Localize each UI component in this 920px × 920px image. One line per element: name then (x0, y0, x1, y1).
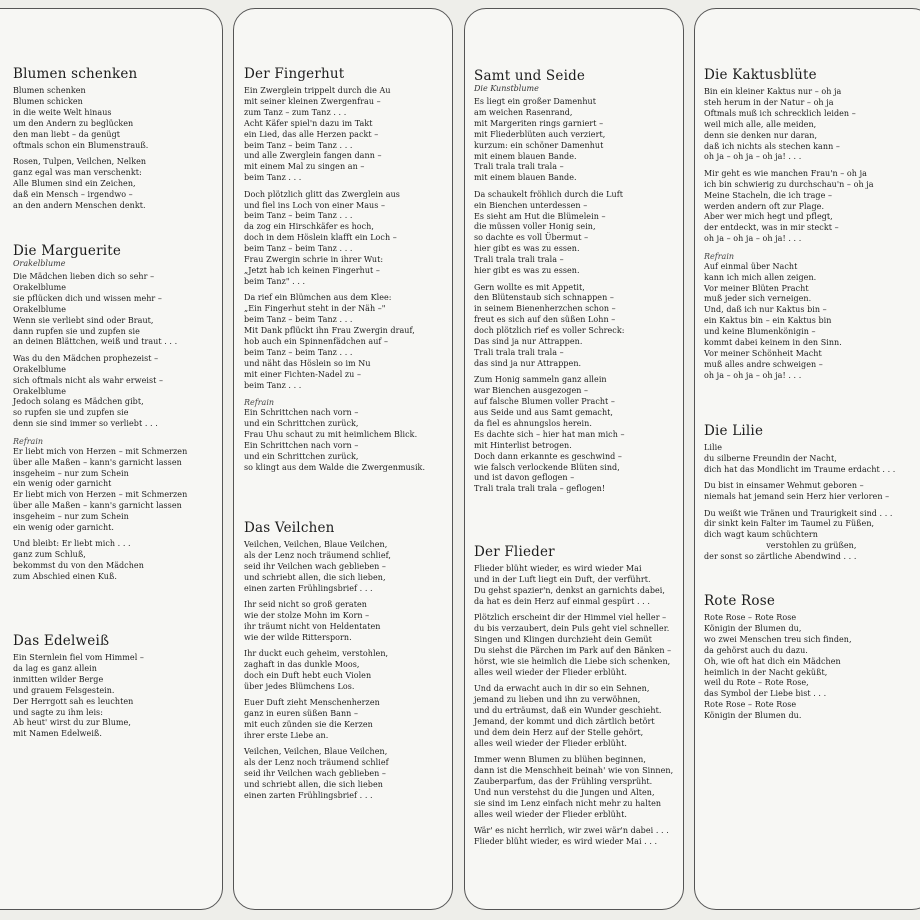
lyric-line: Es sieht am Hut die Blümelein – (474, 211, 606, 221)
lyric-line: und du erträumst, daß ein Wunder geschieht. (474, 705, 662, 715)
refrain-label: Refrain (704, 251, 735, 261)
lyric-line: Es liegt ein großer Damenhut (474, 97, 596, 106)
song-title: Das Edelweiß (13, 633, 110, 649)
lyric-line: Rote Rose – Rote Rose (704, 700, 797, 710)
lyric-line: mit einem Mal zu singen an – (244, 162, 365, 172)
lyric-line: mit einer Fichten-Nadel zu – (244, 369, 362, 379)
lyric-line: beim Tanz . . . (244, 173, 302, 183)
lyric-line: Du gehst spazier'n, denkst an garnichts dabei, (474, 585, 665, 595)
lyric-line: in seinem Bienenherzchen schon – (474, 304, 616, 314)
stanza (474, 190, 625, 277)
lyric-line: Bin ein kleiner Kaktus nur – oh ja (704, 87, 842, 96)
lyrics-panel-4 (694, 8, 920, 910)
lyric-line: beim Tanz – beim Tanz . . . (244, 244, 353, 254)
lyric-line: daß ich nichts als stechen kann – (704, 141, 840, 151)
stanza (13, 157, 148, 212)
lyric-line: Wenn sie verliebt sind oder Braut, (13, 315, 154, 325)
stanza (474, 613, 673, 678)
lyric-line: Zum Honig sammeln ganz allein (474, 375, 607, 385)
lyric-line: mit Hinterlist betrogen. (474, 440, 572, 450)
stanza (474, 684, 673, 749)
lyric-line: und schriebt allen, die sich lieben (244, 780, 383, 790)
lyric-line: über alle Maßen – kann's garnicht lassen (13, 501, 182, 511)
lyric-line: Singen und Klingen durchzieht dein Gemüt (474, 634, 652, 644)
stanza (244, 649, 391, 693)
lyric-line: alles weil wieder der Flieder erblüht. (474, 667, 627, 677)
lyric-line: beim Tanz – beim Tanz . . . (244, 211, 353, 221)
lyric-line: doch ein Duft hebt euch Violen (244, 670, 372, 680)
lyric-line: Ihr seid nicht so groß geraten (244, 600, 368, 610)
lyric-line: und schriebt allen, die sich lieben, (244, 572, 386, 582)
lyric-line: Trali trala trali trala – (474, 162, 564, 172)
song-title: Die Lilie (704, 423, 764, 439)
lyric-line: ganz in euren süßen Bann – (244, 709, 359, 719)
stanza (704, 481, 895, 503)
stanza (13, 272, 187, 348)
lyric-line: Flieder blüht wieder, es wird wieder Mai (474, 564, 642, 573)
lyric-line: da lag es ganz allein (13, 663, 97, 673)
lyric-line: das sind ja nur Attrappen. (474, 358, 582, 368)
lyric-line: Ein Sternlein fiel vom Himmel – (13, 653, 144, 662)
stanza (13, 354, 187, 430)
lyric-line: da gehörst auch du dazu. (704, 645, 808, 655)
lyric-line: niemals hat jemand sein Herz hier verloren – (704, 492, 890, 502)
lyric-line: da zog ein Hirschkäfer es hoch, (244, 222, 374, 232)
lyric-line: weil du Rote – Rote Rose, (704, 678, 809, 688)
lyric-line: ihr träumt nicht von Heldentaten (244, 621, 381, 631)
lyric-line: doch in dem Höslein klafft ein Loch – (244, 233, 397, 243)
lyric-line: Das sind ja nur Attrappen. (474, 337, 583, 347)
lyric-line: Orakelblume (13, 304, 66, 314)
lyric-line: Blumen schenken (13, 86, 86, 95)
lyric-line: Ein Schrittchen nach vorn – (244, 440, 359, 450)
stanza (704, 262, 874, 382)
lyric-line: Trali trala trali trala – (474, 347, 564, 357)
lyric-line: Und bleibt: Er liebt mich . . . (13, 539, 131, 549)
lyric-line: Du siehst die Pärchen im Park auf den Bänken – (474, 645, 672, 655)
lyric-line: Und, daß ich nur Kaktus bin – (704, 305, 827, 315)
lyric-line: wo zwei Menschen treu sich finden, (704, 634, 852, 644)
song-block (474, 544, 673, 848)
lyric-line: inmitten wilder Berge (13, 674, 104, 684)
lyric-line: du silberne Freundin der Nacht, (704, 453, 837, 463)
song-title: Samt und Seide (474, 68, 586, 84)
lyric-line: muß jeder sich verneigen. (704, 294, 812, 304)
lyric-line: Wär' es nicht herrlich, wir zwei wär'n dabei . . . (474, 825, 669, 835)
lyric-line: und fiel ins Loch von einer Maus – (244, 200, 386, 210)
stanza (704, 87, 874, 163)
lyric-line: hörst, wie sie heimlich die Liebe sich schenken, (474, 656, 671, 666)
lyric-line: dich wagt kaum schüchtern (704, 530, 818, 540)
lyric-line: und näht das Höslein so im Nu (244, 358, 371, 368)
lyric-line: den man liebt – da genügt (13, 129, 121, 139)
lyrics-panel-3 (464, 8, 684, 910)
stanza (474, 375, 625, 495)
lyric-line: Flieder blüht wieder, es wird wieder Mai . . . (474, 836, 658, 846)
lyric-line: Oh, wie oft hat dich ein Mädchen (704, 656, 841, 666)
lyric-line: und alle Zwerglein fangen dann – (244, 151, 382, 161)
song-title: Der Fingerhut (244, 66, 345, 82)
lyric-line: am weichen Rasenrand, (474, 107, 573, 117)
stanza (474, 826, 673, 848)
lyric-line: einen zarten Frühlingsbrief . . . (244, 791, 373, 801)
song-title: Das Veilchen (244, 520, 335, 536)
lyrics-panel-1 (0, 8, 223, 910)
lyric-line: sie pflücken dich und wissen mehr – (13, 293, 162, 303)
lyric-line: auf falsche Blumen voller Pracht – (474, 397, 615, 407)
lyric-line: ihrer erste Liebe an. (244, 731, 329, 740)
stanza (244, 86, 425, 184)
lyric-line: dann rupfen sie und zupfen sie (13, 326, 140, 336)
lyric-line: Acht Käfer spiel'n dazu im Takt (244, 118, 373, 128)
refrain-label: Refrain (244, 397, 275, 407)
lyric-line: Lilie (704, 443, 722, 452)
lyric-line: verstohlen zu grüßen, (704, 541, 857, 551)
lyric-line: hier gibt es was zu essen. (474, 266, 580, 276)
lyric-line: hob auch ein Spinnenfädchen auf – (244, 336, 389, 346)
lyric-line: Auf einmal über Nacht (704, 261, 798, 271)
lyric-line: an deinen Blättchen, weiß und traut . . . (13, 337, 178, 347)
lyric-line: als der Lenz noch träumend schlief (244, 758, 389, 768)
song-block (704, 423, 895, 563)
lyric-line: insgeheim – nur zum Schein (13, 468, 129, 478)
song-block (244, 520, 391, 802)
lyric-line: das Symbol der Liebe bist . . . (704, 689, 827, 699)
lyric-line: der entdeckt, was in mir steckt – (704, 223, 839, 233)
lyric-line: sich oftmals nicht als wahr erweist – (13, 375, 164, 385)
lyric-line: beim Tanz – beim Tanz . . . (244, 347, 353, 357)
lyric-line: Da schaukelt fröhlich durch die Luft (474, 189, 624, 199)
lyric-line: und sagte zu ihm leis: (13, 707, 103, 717)
lyric-line: ein wenig oder garnicht (13, 479, 112, 489)
stanza (474, 97, 625, 184)
lyric-line: da hat es dein Herz auf einmal gespürt . . . (474, 596, 650, 606)
song-title: Rote Rose (704, 593, 776, 609)
stanza (704, 613, 852, 722)
lyric-line: beim Tanz – beim Tanz . . . (244, 140, 353, 150)
lyric-line: und grauem Felsgestein. (13, 685, 115, 695)
lyric-line: Doch dann erkannte es geschwind – (474, 451, 622, 461)
lyric-line: und in der Luft liegt ein Duft, der verführt. (474, 574, 651, 584)
stanza (704, 509, 895, 564)
lyric-line: und ist davon geflogen – (474, 473, 575, 483)
lyric-line: Da rief ein Blümchen aus dem Klee: (244, 293, 392, 303)
lyric-line: über alle Maßen – kann's garnicht lassen (13, 457, 182, 467)
lyric-line: ganz zum Schluß, (13, 550, 86, 560)
lyric-line: ich bin schwierig zu durchschau'n – oh ja (704, 179, 874, 189)
lyric-line: hier gibt es was zu essen. (474, 244, 580, 254)
song-title: Der Flieder (474, 544, 555, 560)
lyric-line: über jedes Blümchens Los. (244, 681, 355, 691)
lyric-line: Blumen schicken (13, 96, 83, 106)
lyric-line: Mir geht es wie manchen Frau'n – oh ja (704, 168, 867, 178)
song-subtitle: Die Kunstblume (474, 84, 539, 93)
stanza (13, 539, 187, 583)
lyric-line: Ein Zwerglein trippelt durch die Au (244, 86, 391, 95)
song-block (704, 67, 874, 382)
stanza (13, 86, 148, 151)
lyric-line: Die Mädchen lieben dich so sehr – (13, 272, 155, 281)
lyric-line: den Blütenstaub sich schnappen – (474, 293, 614, 303)
lyric-line: so klingt aus dem Walde die Zwergenmusik. (244, 462, 426, 472)
lyric-line: ein wenig oder garnicht. (13, 523, 115, 533)
lyric-line: Zauberparfum, das der Frühling versprüht. (474, 776, 653, 786)
lyric-line: und ein Schrittchen zurück, (244, 418, 359, 428)
refrain-label: Refrain (13, 436, 44, 446)
stanza (244, 747, 391, 802)
lyric-line: oh ja – oh ja – oh ja! . . . (704, 234, 802, 244)
lyric-line: der sonst so zärtliche Abendwind . . . (704, 552, 857, 562)
lyric-line: ein Kaktus bin – ein Kaktus bin (704, 316, 832, 326)
stanza (244, 698, 391, 742)
lyric-line: um den Andern zu beglücken (13, 118, 134, 128)
lyric-line: Aber wer mich hegt und pflegt, (704, 212, 833, 222)
lyrics-panel-2 (233, 8, 453, 910)
lyric-line: ein Bienchen unterdessen – (474, 200, 588, 210)
lyric-line: war Bienchen ausgezogen – (474, 386, 589, 396)
stanza (13, 447, 187, 534)
lyric-line: steh herum in der Natur – oh ja (704, 97, 834, 107)
lyric-line: Rosen, Tulpen, Veilchen, Nelken (13, 156, 147, 166)
song-block (474, 68, 625, 495)
lyric-line: bekommst du von den Mädchen (13, 561, 144, 571)
song-block (244, 66, 425, 473)
lyric-line: alles weil wieder der Flieder erblüht. (474, 809, 627, 819)
lyric-line: Ihr duckt euch geheim, verstohlen, (244, 649, 389, 659)
lyric-line: Der Herrgott sah es leuchten (13, 696, 134, 706)
stanza (244, 190, 425, 288)
lyric-line: Alle Blumen sind ein Zeichen, (13, 178, 136, 188)
lyric-line: Meine Stacheln, die ich trage – (704, 190, 832, 200)
lyric-line: „Ein Fingerhut steht in der Näh –" (244, 304, 386, 314)
lyric-line: „Jetzt hab ich keinen Fingerhut – (244, 266, 380, 275)
lyric-line: doch plötzlich rief es voller Schreck: (474, 326, 625, 336)
lyric-line: und ein Schrittchen zurück, (244, 451, 359, 461)
lyric-line: Ein Schrittchen nach vorn – (244, 407, 359, 417)
lyric-line: wie falsch verlockende Blüten sind, (474, 462, 620, 472)
stanza (13, 653, 144, 740)
lyric-line: Vor meiner Schönheit Macht (704, 348, 822, 358)
lyric-line: insgeheim – nur zum Schein (13, 512, 129, 522)
lyric-line: freut es sich auf den süßen Lohn – (474, 315, 616, 325)
lyric-line: da fiel es ahnungslos herein. (474, 418, 592, 428)
lyric-line: die müssen voller Honig sein, (474, 222, 596, 232)
lyric-line: Es dachte sich – hier hat man mich – (474, 429, 625, 439)
lyric-line: Und nun verstehst du die Jungen und Alten, (474, 787, 655, 797)
stanza (474, 755, 673, 820)
song-block (13, 66, 148, 211)
lyric-line: Jemand, der kommt und dich zärtlich betört (474, 716, 655, 726)
stanza (474, 283, 625, 370)
lyric-line: mit euch zünden sie die Kerzen (244, 720, 373, 730)
stanza (244, 408, 425, 473)
lyric-line: Euer Duft zieht Menschenherzen (244, 698, 380, 708)
lyric-line: Rote Rose – Rote Rose (704, 613, 797, 622)
lyric-line: Königin der Blumen du, (704, 623, 802, 633)
lyric-line: so rupfen sie und zupfen sie (13, 408, 129, 418)
lyric-line: mit Namen Edelweiß. (13, 729, 102, 739)
lyric-line: zum Tanz – zum Tanz . . . (244, 107, 347, 117)
lyric-line: mit Margeriten rings garniert – (474, 118, 604, 128)
lyric-line: Trali trala trali trala – (474, 255, 564, 265)
song-title: Die Marguerite (13, 243, 122, 259)
lyric-line: ein Lied, das alle Herzen packt – (244, 129, 379, 139)
lyric-line: und dem dein Herz auf der Stelle gehört, (474, 727, 644, 737)
lyric-line: Plötzlich erscheint dir der Himmel viel heller – (474, 613, 667, 623)
lyric-line: muß alles andre schweigen – (704, 359, 823, 369)
lyric-line: aus Seide und aus Samt gemacht, (474, 407, 614, 417)
lyric-line: Ab heut' wirst du zur Blume, (13, 718, 131, 728)
lyric-line: und keine Blumenkönigin – (704, 327, 816, 337)
lyric-line: Veilchen, Veilchen, Blaue Veilchen, (244, 747, 388, 757)
lyric-line: jemand zu lieben und ihn zu verwöhnen, (474, 694, 641, 704)
stanza (244, 600, 391, 644)
song-block (13, 243, 187, 583)
lyric-line: Und da erwacht auch in dir so ein Sehnen, (474, 684, 650, 694)
lyric-line: Orakelblume (13, 282, 66, 292)
song-block (13, 633, 144, 740)
lyric-line: du bis verzaubert, dein Puls geht viel schneller. (474, 624, 670, 634)
lyric-line: seid ihr Veilchen wach geblieben – (244, 561, 386, 571)
stanza (704, 443, 895, 476)
lyric-line: Immer wenn Blumen zu blühen beginnen, (474, 755, 646, 764)
lyric-line: wie der stolze Mohn im Korn – (244, 610, 370, 620)
lyric-line: Frau Zwergin schrie in ihrer Wut: (244, 255, 384, 265)
lyric-line: Mit Dank pflückt ihn Frau Zwergin drauf, (244, 326, 415, 336)
song-title: Die Kaktusblüte (704, 67, 817, 83)
lyric-line: Doch plötzlich glitt das Zwerglein aus (244, 189, 400, 199)
lyric-line: mit seiner kleinen Zwergenfrau – (244, 96, 381, 106)
lyric-line: Veilchen, Veilchen, Blaue Veilchen, (244, 540, 388, 549)
lyric-line: kurzum: ein schöner Damenhut (474, 140, 604, 150)
lyric-line: oh ja – oh ja – oh ja! . . . (704, 370, 802, 380)
lyric-line: Was du den Mädchen prophezeist – (13, 353, 159, 363)
lyric-line: ganz egal was man verschenkt: (13, 167, 142, 177)
stanza (244, 293, 425, 391)
lyric-line: beim Tanz . . . (244, 380, 302, 390)
song-title: Blumen schenken (13, 66, 138, 82)
lyric-line: alles weil wieder der Flieder erblüht. (474, 738, 627, 748)
lyric-line: Vor meiner Blüten Pracht (704, 283, 809, 293)
lyric-line: oftmals schon ein Blumenstrauß. (13, 140, 149, 150)
lyric-line: oh ja – oh ja – oh ja! . . . (704, 152, 802, 162)
lyric-line: kann ich mich allen zeigen. (704, 272, 817, 282)
lyric-line: seid ihr Veilchen wach geblieben – (244, 769, 386, 779)
lyric-line: Frau Uhu schaut zu mit heimlichem Blick. (244, 429, 418, 439)
lyric-line: Du weißt wie Tränen und Traurigkeit sind . . . (704, 508, 893, 518)
lyric-line: dich hat das Mondlicht im Traume erdacht . . . (704, 464, 896, 474)
lyric-line: Er liebt mich von Herzen – mit Schmerzen (13, 490, 188, 500)
lyric-line: Königin der Blumen du. (704, 711, 802, 721)
lyric-line: zaghaft in das dunkle Moos, (244, 660, 360, 670)
lyric-line: mit einem blauen Bande. (474, 173, 577, 183)
lyric-line: sie sind im Lenz einfach nicht mehr zu halten (474, 798, 662, 808)
lyric-line: zum Abschied einen Kuß. (13, 572, 117, 582)
song-subtitle: Orakelblume (13, 259, 66, 268)
lyric-line: an den andern Menschen denkt. (13, 200, 146, 210)
stanza (244, 540, 391, 595)
lyric-line: dann ist die Menschheit beinah' wie von Sinnen, (474, 765, 674, 775)
lyric-line: Er liebt mich von Herzen – mit Schmerzen (13, 446, 188, 456)
lyric-line: Orakelblume (13, 386, 66, 396)
lyric-line: dir sinkt kein Falter im Taumel zu Füßen, (704, 519, 875, 529)
lyric-line: denn sie sind immer so verliebt . . . (13, 419, 158, 429)
lyric-line: als der Lenz noch träumend schlief, (244, 550, 391, 560)
lyric-line: kommt dabei keinem in den Sinn. (704, 338, 842, 348)
lyric-line: mit einem blauen Bande. (474, 151, 577, 161)
lyric-line: mit Fliederblüten auch verziert, (474, 129, 606, 139)
stanza (704, 169, 874, 245)
lyric-line: daß ein Mensch – irgendwo – (13, 189, 133, 199)
lyric-line: heimlich in der Nacht geküßt, (704, 667, 828, 677)
song-block (704, 593, 852, 722)
lyric-line: beim Tanz – beim Tanz . . . (244, 315, 353, 325)
lyric-line: Orakelblume (13, 364, 66, 374)
lyric-line: beim Tanz" . . . (244, 276, 306, 286)
lyric-line: werden andern oft zur Plage. (704, 201, 825, 211)
lyric-line: Jedoch solang es Mädchen gibt, (13, 397, 144, 407)
lyric-line: Trali trala trali trala – geflogen! (474, 484, 606, 494)
lyric-line: in die weite Welt hinaus (13, 107, 112, 117)
lyric-line: wie der wilde Rittersporn. (244, 632, 352, 642)
lyric-line: weil mich alle, alle meiden, (704, 119, 817, 129)
lyric-line: Du bist in einsamer Wehmut geboren – (704, 481, 864, 491)
lyric-line: denn sie denken nur daran, (704, 130, 818, 140)
stanza (474, 564, 673, 608)
lyric-line: Gern wollte es mit Appetit, (474, 282, 585, 292)
lyric-line: Oftmals muß ich schrecklich leiden – (704, 108, 856, 118)
lyric-line: so dachte es voll Übermut – (474, 233, 589, 243)
lyric-line: einen zarten Frühlingsbrief . . . (244, 583, 373, 593)
